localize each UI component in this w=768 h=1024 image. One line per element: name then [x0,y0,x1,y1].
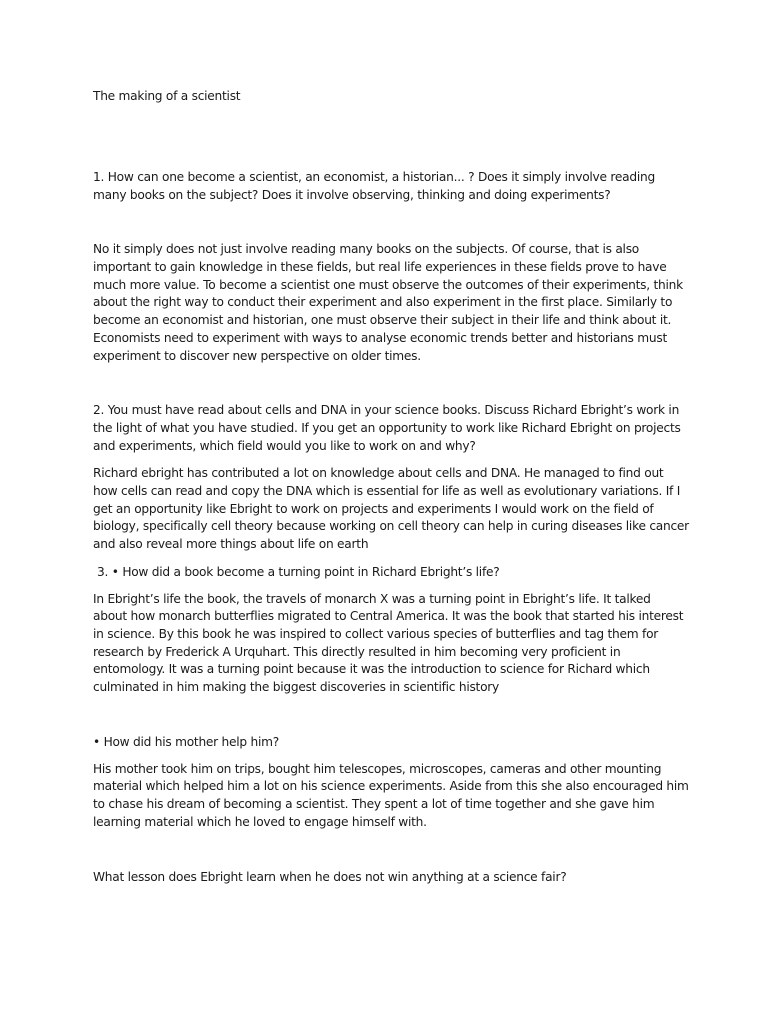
question-2-line: 2. You must have read about cells and DNA in your science books. Discuss Richard Ebright’s work in [93,403,680,417]
question-4-line: • How did his mother help him? [93,735,279,749]
answer-1-line: much more value. To become a scientist one must observe the outcomes of their experiments, think [93,278,683,292]
answer-4-line: His mother took him on trips, bought him telescopes, microscopes, cameras and other mounting [93,762,662,776]
answer-3-line: In Ebright’s life the book, the travels of monarch X was a turning point in Ebright’s life. It talked [93,592,651,606]
question-1-line: 1. How can one become a scientist, an economist, a historian... ? Does it simply involve reading [93,170,655,184]
document-title: The making of a scientist [93,89,241,103]
answer-2-line: and also reveal more things about life on earth [93,537,369,551]
question-5-line: What lesson does Ebright learn when he does not win anything at a science fair? [93,870,567,884]
answer-4-line: material which helped him a lot on his science experiments. Aside from this she also encouraged him [93,779,689,793]
answer-1-line: Economists need to experiment with ways to analyse economic trends better and historians must [93,331,667,345]
answer-3-line: entomology. It was a turning point because it was the introduction to science for Richard which [93,662,650,676]
question-2-line: and experiments, which field would you like to work on and why? [93,439,476,453]
answer-1-line: experiment to discover new perspective on older times. [93,349,421,363]
answer-1-line: important to gain knowledge in these fields, but real life experiences in these fields prove to have [93,260,667,274]
answer-1-line: No it simply does not just involve reading many books on the subjects. Of course, that is also [93,242,640,256]
answer-2-line: Richard ebright has contributed a lot on knowledge about cells and DNA. He managed to find out [93,466,664,480]
answer-2-line: how cells can read and copy the DNA which is essential for life as well as evolutionary variations. If I [93,484,681,498]
answer-4-line: to chase his dream of becoming a scientist. They spent a lot of time together and she gave him [93,797,655,811]
answer-4-line: learning material which he loved to engage himself with. [93,815,427,829]
question-2-line: the light of what you have studied. If you get an opportunity to work like Richard Ebright on projects [93,421,681,435]
answer-1-line: become an economist and historian, one must observe their subject in their life and think about it. [93,313,672,327]
answer-3-line: in science. By this book he was inspired to collect various species of butterflies and tag them for [93,627,659,641]
answer-1-line: about the right way to conduct their experiment and also experiment in the first place. Similarly to [93,295,673,309]
question-3-line: 3. • How did a book become a turning point in Richard Ebright’s life? [97,565,500,579]
answer-3-line: about how monarch butterflies migrated to Central America. It was the book that started his interest [93,609,684,623]
answer-2-line: biology, specifically cell theory because working on cell theory can help in curing diseases like cancer [93,519,689,533]
answer-2-line: get an opportunity like Ebright to work on projects and experiments I would work on the field of [93,502,654,516]
answer-3-line: research by Frederick A Urquhart. This directly resulted in him becoming very proficient in [93,645,621,659]
question-1-line: many books on the subject? Does it involve observing, thinking and doing experiments? [93,188,611,202]
answer-3-line: culminated in him making the biggest discoveries in scientific history [93,680,500,694]
